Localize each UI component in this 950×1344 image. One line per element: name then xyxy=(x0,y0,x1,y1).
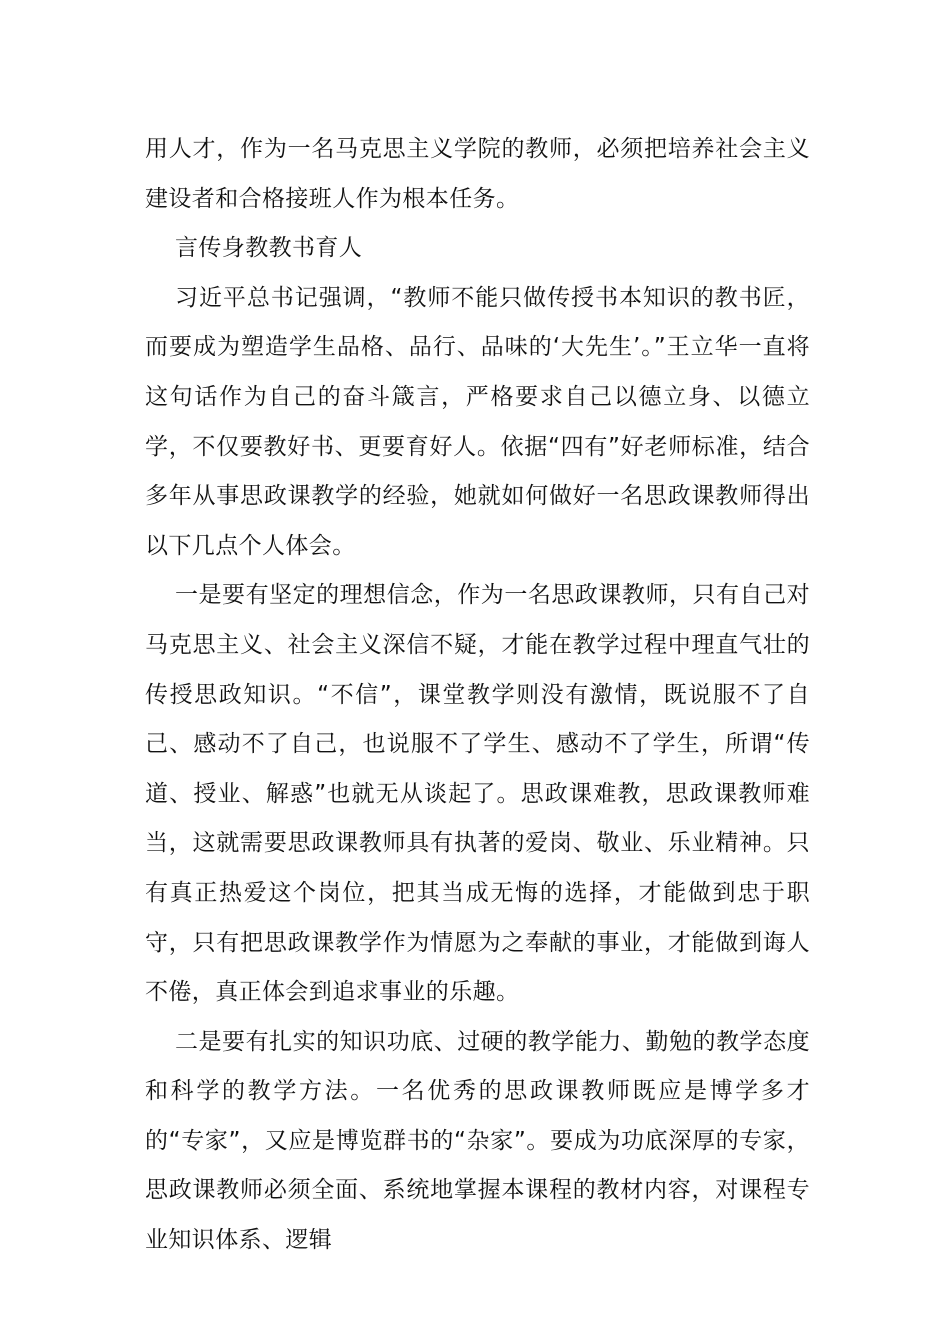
paragraph-4: 二是要有扎实的知识功底、过硬的教学能力、勤勉的教学态度和科学的教学方法。一名优秀的思政课教师既应是博学多才的“专家”，又应是博览群书的“杂家”。要成为功底深厚的专家，思政课教师必须全面、系统地掌握本课程的教材内容，对课程专业知识体系、逻辑 xyxy=(145,1028,810,1254)
section-heading: 言传身教教书育人 xyxy=(175,235,363,262)
document-body xyxy=(145,125,810,1266)
paragraph-1: 用人才，作为一名马克思主义学院的教师，必须把培养社会主义建设者和合格接班人作为根本任务。 xyxy=(145,136,810,212)
paragraph-3: 一是要有坚定的理想信念，作为一名思政课教师，只有自己对马克思主义、社会主义深信不疑，才能在教学过程中理直气壮的传授思政知识。“不信”，课堂教学则没有激情，既说服不了自己、感动不了自己，也说服不了学生、感动不了学生，所谓“传道、授业、解惑”也就无从谈起了。思政课难教，思政课教师难当，这就需要思政课教师具有执著的爱岗、敬业、乐业精神。只有真正热爱这个岗位，把其当成无悔的选择，才能做到忠于职守，只有把思政课教学作为情愿为之奉献的事业，才能做到诲人不倦，真正体会到追求事业的乐趣。 xyxy=(145,582,810,1006)
paragraph-2: 习近平总书记强调，“教师不能只做传授书本知识的教书匠，而要成为塑造学生品格、品行、品味的‘大先生’。”王立华一直将这句话作为自己的奋斗箴言，严格要求自己以德立身、以德立学，不仅要教好书、更要育好人。依据“四有”好老师标准，结合多年从事思政课教学的经验，她就如何做好一名思政课教师得出以下几点个人体会。 xyxy=(145,284,810,559)
